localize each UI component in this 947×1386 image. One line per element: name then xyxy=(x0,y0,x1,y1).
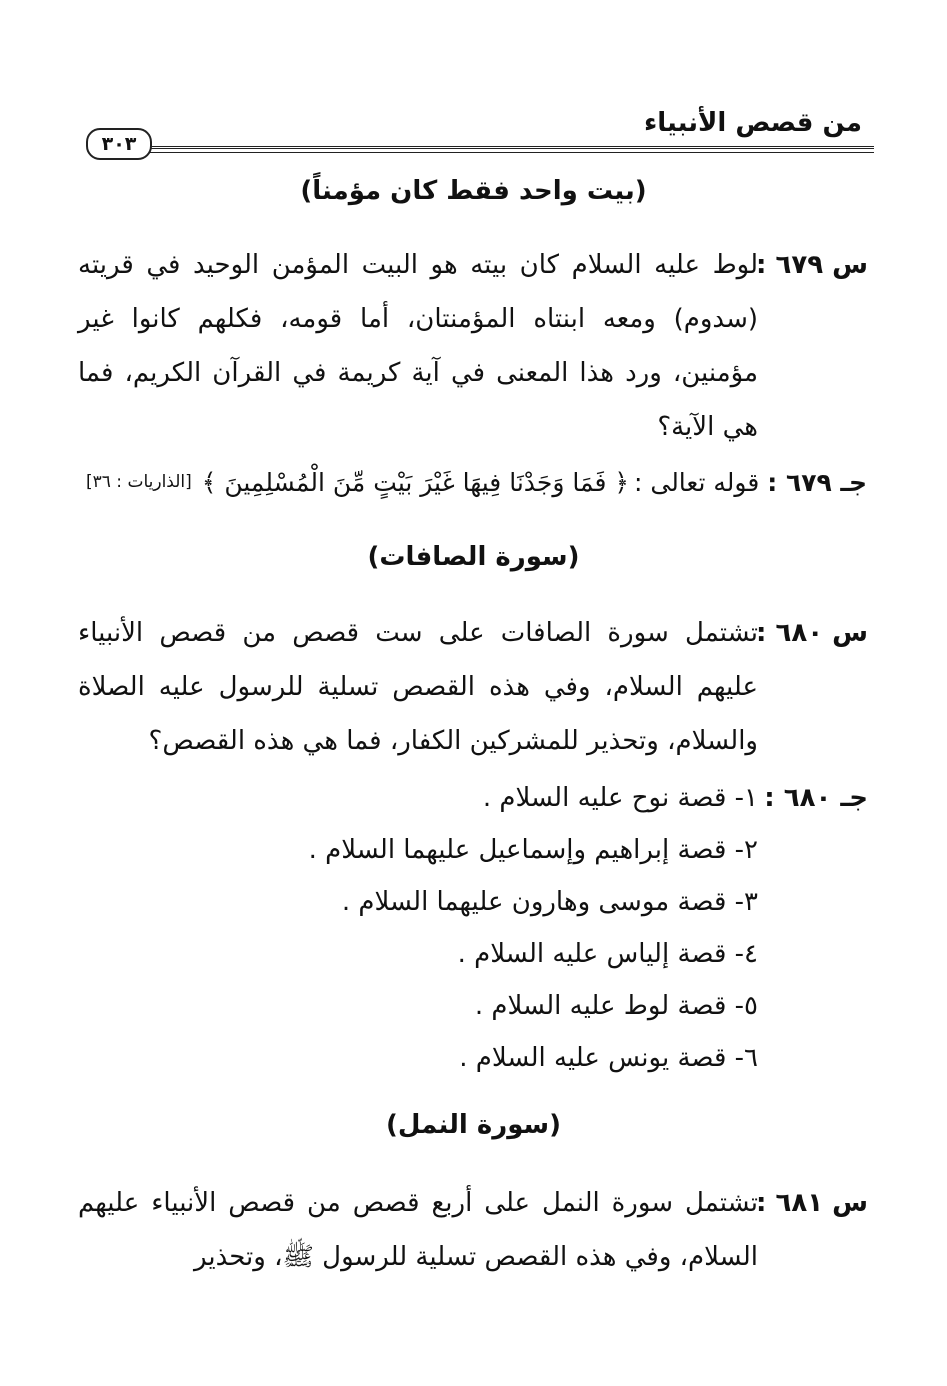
header-rule xyxy=(150,146,874,153)
answer-680-label: جـ ٦٨٠ : xyxy=(764,783,868,813)
question-680-text: تشتمل سورة الصافات على ست قصص من قصص الأنبياء عليهم السلام، وفي هذه القصص تسلية للرسول عليه الصلاة والسلام، وتحذير للمشركين الكفار، فما هي هذه القصص؟ xyxy=(78,618,758,756)
book-title: من قصص الأنبياء xyxy=(643,108,862,138)
answer-680 xyxy=(78,772,868,1092)
list-item: ٣- قصة موسى وهارون عليهما السلام . xyxy=(341,887,758,917)
answer-679 xyxy=(80,462,867,508)
list-item: ٦- قصة يونس عليه السلام . xyxy=(459,1043,758,1073)
list-item: ١- قصة نوح عليه السلام . xyxy=(482,783,758,813)
page-number: ٣٠٣ xyxy=(86,128,152,160)
question-681-label: س ٦٨١ : xyxy=(756,1188,868,1218)
section-heading-single-house: (بيت واحد فقط كان مؤمناً) xyxy=(300,176,647,206)
list-item: ٥- قصة لوط عليه السلام . xyxy=(474,991,758,1021)
question-680-label: س ٦٨٠ : xyxy=(756,618,868,648)
list-item: ٤- قصة إلياس عليه السلام . xyxy=(457,939,758,969)
question-681-text: تشتمل سورة النمل على أربع قصص من قصص الأنبياء عليهم السلام، وفي هذه القصص تسلية للرسول ﷺ، وتحذير xyxy=(78,1188,758,1272)
quran-ayah: ﴿ فَمَا وَجَدْنَا فِيهَا غَيْرَ بَيْتٍ مِّنَ الْمُسْلِمِينَ ﴾ xyxy=(201,468,629,497)
ayah-reference: [الذاريات : ٣٦] xyxy=(86,472,192,492)
section-heading-assaffat: (سورة الصافات) xyxy=(367,542,580,572)
question-679-label: س ٦٧٩ : xyxy=(756,250,868,280)
list-item: ٢- قصة إبراهيم وإسماعيل عليهما السلام . xyxy=(308,835,758,865)
answer-679-label: جـ ٦٧٩ : قوله تعالى : xyxy=(633,468,867,497)
section-heading-annaml: (سورة النمل) xyxy=(386,1110,561,1140)
question-679-text: لوط عليه السلام كان بيته هو البيت المؤمن الوحيد في قريته (سدوم) ومعه ابنتاه المؤمنتان، أما قومه، فكلهم كانوا غير مؤمنين، ورد هذا المعنى في آية كريمة في القرآن الكريم، فما هي الآية؟ xyxy=(78,250,758,442)
